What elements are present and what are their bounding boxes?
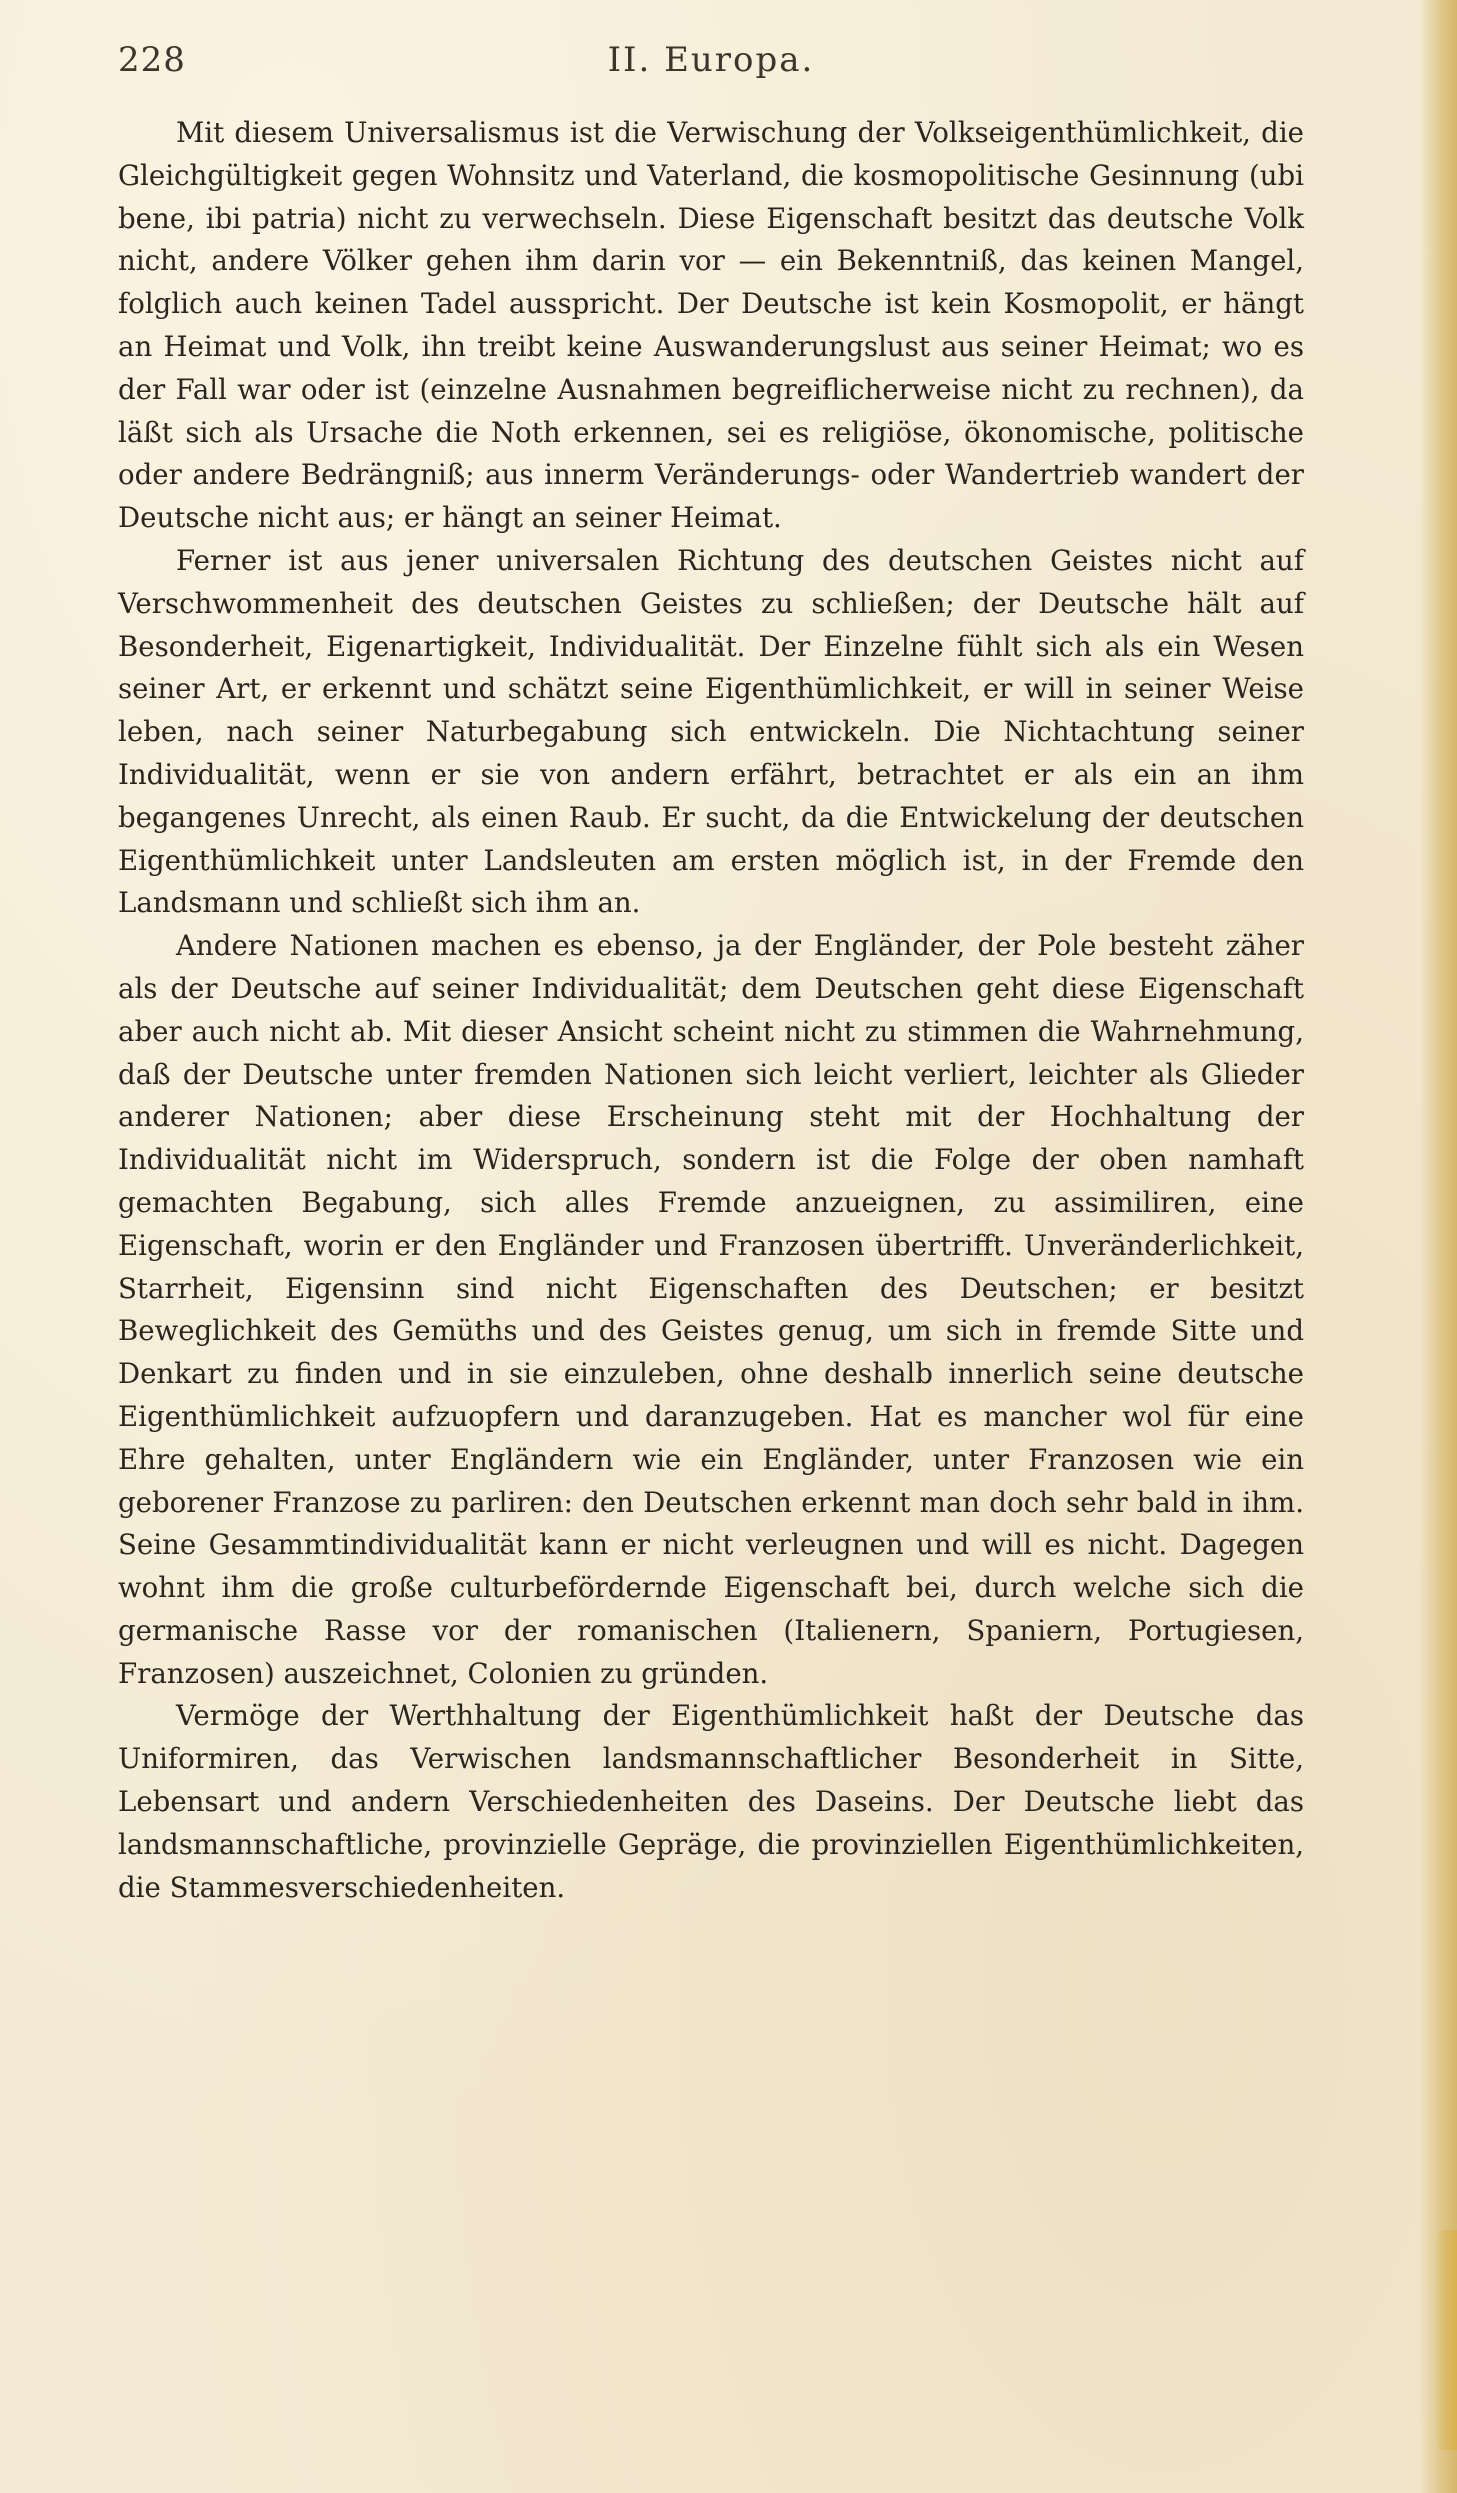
paragraph-1: Mit diesem Universalismus ist die Verwischung der Volkseigenthümlichkeit, die Gleichgültigkeit gegen Wohnsitz und Vaterland, die kosmopolitische Gesinnung (ubi bene, ibi patria) nicht zu verwechseln. Diese Eigenschaft besitzt das deutsche Volk nicht, andere Völker gehen ihm darin vor — ein Bekenntniß, das keinen Mangel, folglich auch keinen Tadel ausspricht. Der Deutsche ist kein Kosmopolit, er hängt an Heimat und Volk, ihn treibt keine Auswanderungslust aus seiner Heimat; wo es der Fall war oder ist (einzelne Ausnahmen begreiflicherweise nicht zu rechnen), da läßt sich als Ursache die Noth erkennen, sei es religiöse, ökonomische, politische oder andere Bedrängniß; aus innerm Veränderungs- oder Wandertrieb wandert der Deutsche nicht aus; er hängt an seiner Heimat.: [118, 116, 1304, 535]
running-head: II. Europa.: [607, 40, 815, 80]
page-number: 228: [118, 40, 186, 80]
paragraph-4: Vermöge der Werthhaltung der Eigenthümlichkeit haßt der Deutsche das Uniformiren, das Verwischen landsmannschaftlicher Besonderheit in Sitte, Lebensart und andern Verschiedenheiten des Daseins. Der Deutsche liebt das landsmannschaftliche, provinzielle Gepräge, die provinziellen Eigenthümlichkeiten, die Stammesverschiedenheiten.: [118, 1699, 1304, 1904]
paragraph-3: Andere Nationen machen es ebenso, ja der Engländer, der Pole besteht zäher als der Deutsche auf seiner Individualität; dem Deutschen geht diese Eigenschaft aber auch nicht ab. Mit dieser Ansicht scheint nicht zu stimmen die Wahrnehmung, daß der Deutsche unter fremden Nationen sich leicht verliert, leichter als Glieder anderer Nationen; aber diese Erscheinung steht mit der Hochhaltung der Individualität nicht im Widerspruch, sondern ist die Folge der oben namhaft gemachten Begabung, sich alles Fremde anzueignen, zu assimiliren, eine Eigenschaft, worin er den Engländer und Franzosen übertrifft. Unveränderlichkeit, Starrheit, Eigensinn sind nicht Eigenschaften des Deutschen; er besitzt Beweglichkeit des Gemüths und des Geistes genug, um sich in fremde Sitte und Denkart zu finden und in sie einzuleben, ohne deshalb innerlich seine deutsche Eigenthümlichkeit aufzuopfern und daranzugeben. Hat es mancher wol für eine Ehre gehalten, unter Engländern wie ein Engländer, unter Franzosen wie ein geborener Franzose zu parliren: den Deutschen erkennt man doch sehr bald in ihm. Seine Gesammtindividualität kann er nicht verleugnen und will es nicht. Dagegen wohnt ihm die große culturbefördernde Eigenschaft bei, durch welche sich die germanische Rasse vor der romanischen (Italienern, Spaniern, Portugiesen, Franzosen) auszeichnet, Colonien zu gründen.: [118, 929, 1304, 1690]
page-header: [118, 40, 1304, 92]
paper-stain: [1435, 2230, 1457, 2450]
body-text: [118, 112, 1304, 1909]
page-edge: [1419, 0, 1457, 2493]
paragraph-2: Ferner ist aus jener universalen Richtung des deutschen Geistes nicht auf Verschwommenheit des deutschen Geistes zu schließen; der Deutsche hält auf Besonderheit, Eigenartigkeit, Individualität. Der Einzelne fühlt sich als ein Wesen seiner Art, er erkennt und schätzt seine Eigenthümlichkeit, er will in seiner Weise leben, nach seiner Naturbegabung sich entwickeln. Die Nichtachtung seiner Individualität, wenn er sie von andern erfährt, betrachtet er als ein an ihm begangenes Unrecht, als einen Raub. Er sucht, da die Entwickelung der deutschen Eigenthümlichkeit unter Landsleuten am ersten möglich ist, in der Fremde den Landsmann und schließt sich ihm an.: [118, 543, 1304, 920]
